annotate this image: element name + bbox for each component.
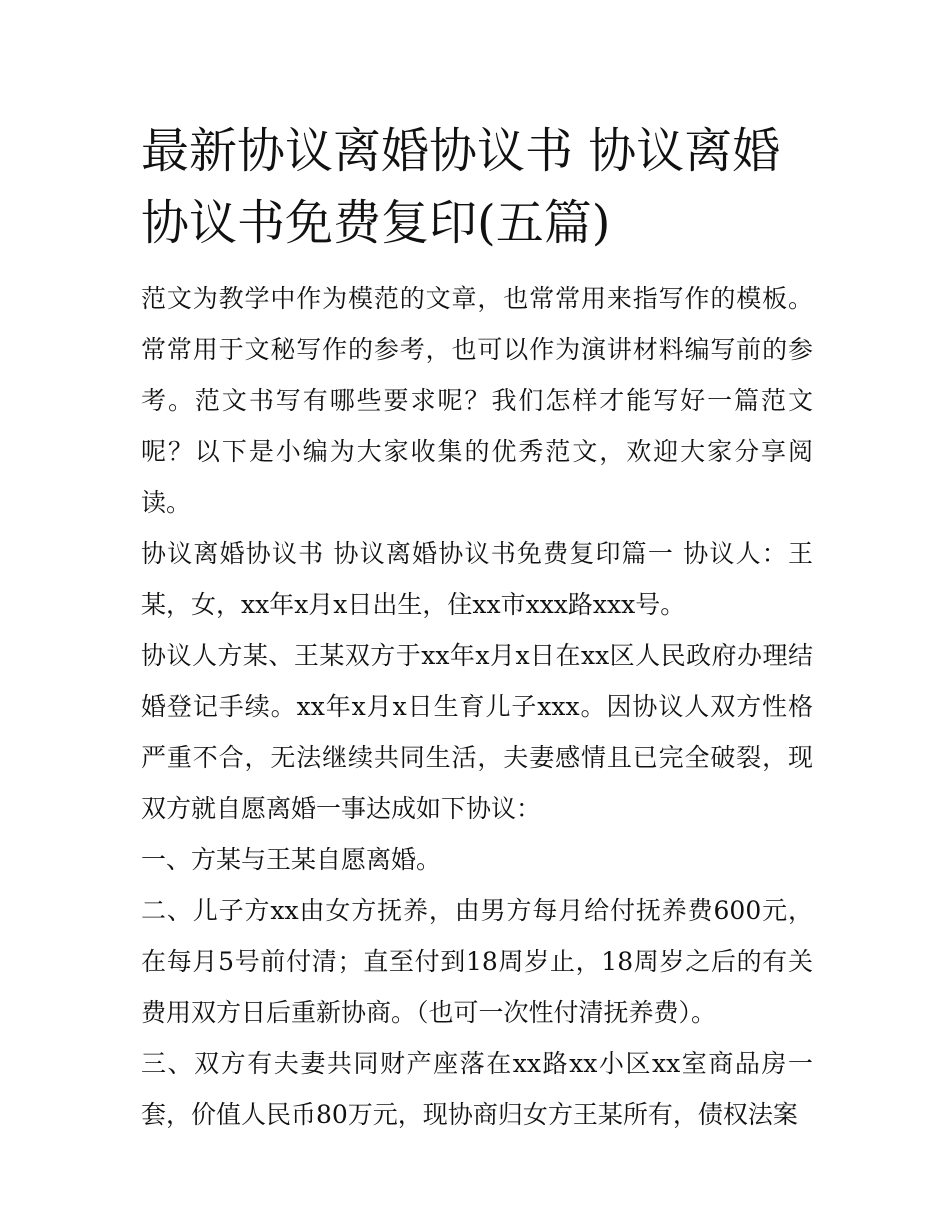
intro-paragraph: 范文为教学中作为模范的文章，也常常用来指写作的模板。常常用于文秘写作的参考，也可以作为演讲材料编写前的参考。范文书写有哪些要求呢？我们怎样才能写好一篇范文呢？以下是小编为大家收集的优秀范文，欢迎大家分享阅读。 [141, 284, 813, 517]
clause-1-paragraph: 一、方某与王某自愿离婚。 [141, 845, 442, 874]
document-title: 最新协议离婚协议书 协议离婚协议书免费复印(五篇) [141, 123, 781, 251]
marriage-background-paragraph: 协议人方某、王某双方于xx年x月x日在xx区人民政府办理结婚登记手续。xx年x月x日生育儿子xxx。因协议人双方性格严重不合，无法继续共同生活，夫妻感情且已完全破裂，现双方就自愿离婚一事达成如下协议： [141, 641, 813, 823]
document-body [141, 273, 813, 1140]
clause-3-paragraph: 三、双方有夫妻共同财产座落在xx路xx小区xx室商品房一套，价值人民币80万元，现协商归女方王某所有，债权法案 [141, 1049, 813, 1129]
clause-2-paragraph: 二、儿子方xx由女方抚养，由男方每月给付抚养费600元，在每月5号前付清；直至付到18周岁止，18周岁之后的有关费用双方日后重新协商。（也可一次性付清抚养费）。 [141, 896, 813, 1027]
agreement-parties-paragraph: 协议离婚协议书 协议离婚协议书免费复印篇一 协议人：王某，女，xx年x月x日出生，住xx市xxx路xxx号。 [141, 539, 813, 619]
document-content [141, 115, 813, 1140]
